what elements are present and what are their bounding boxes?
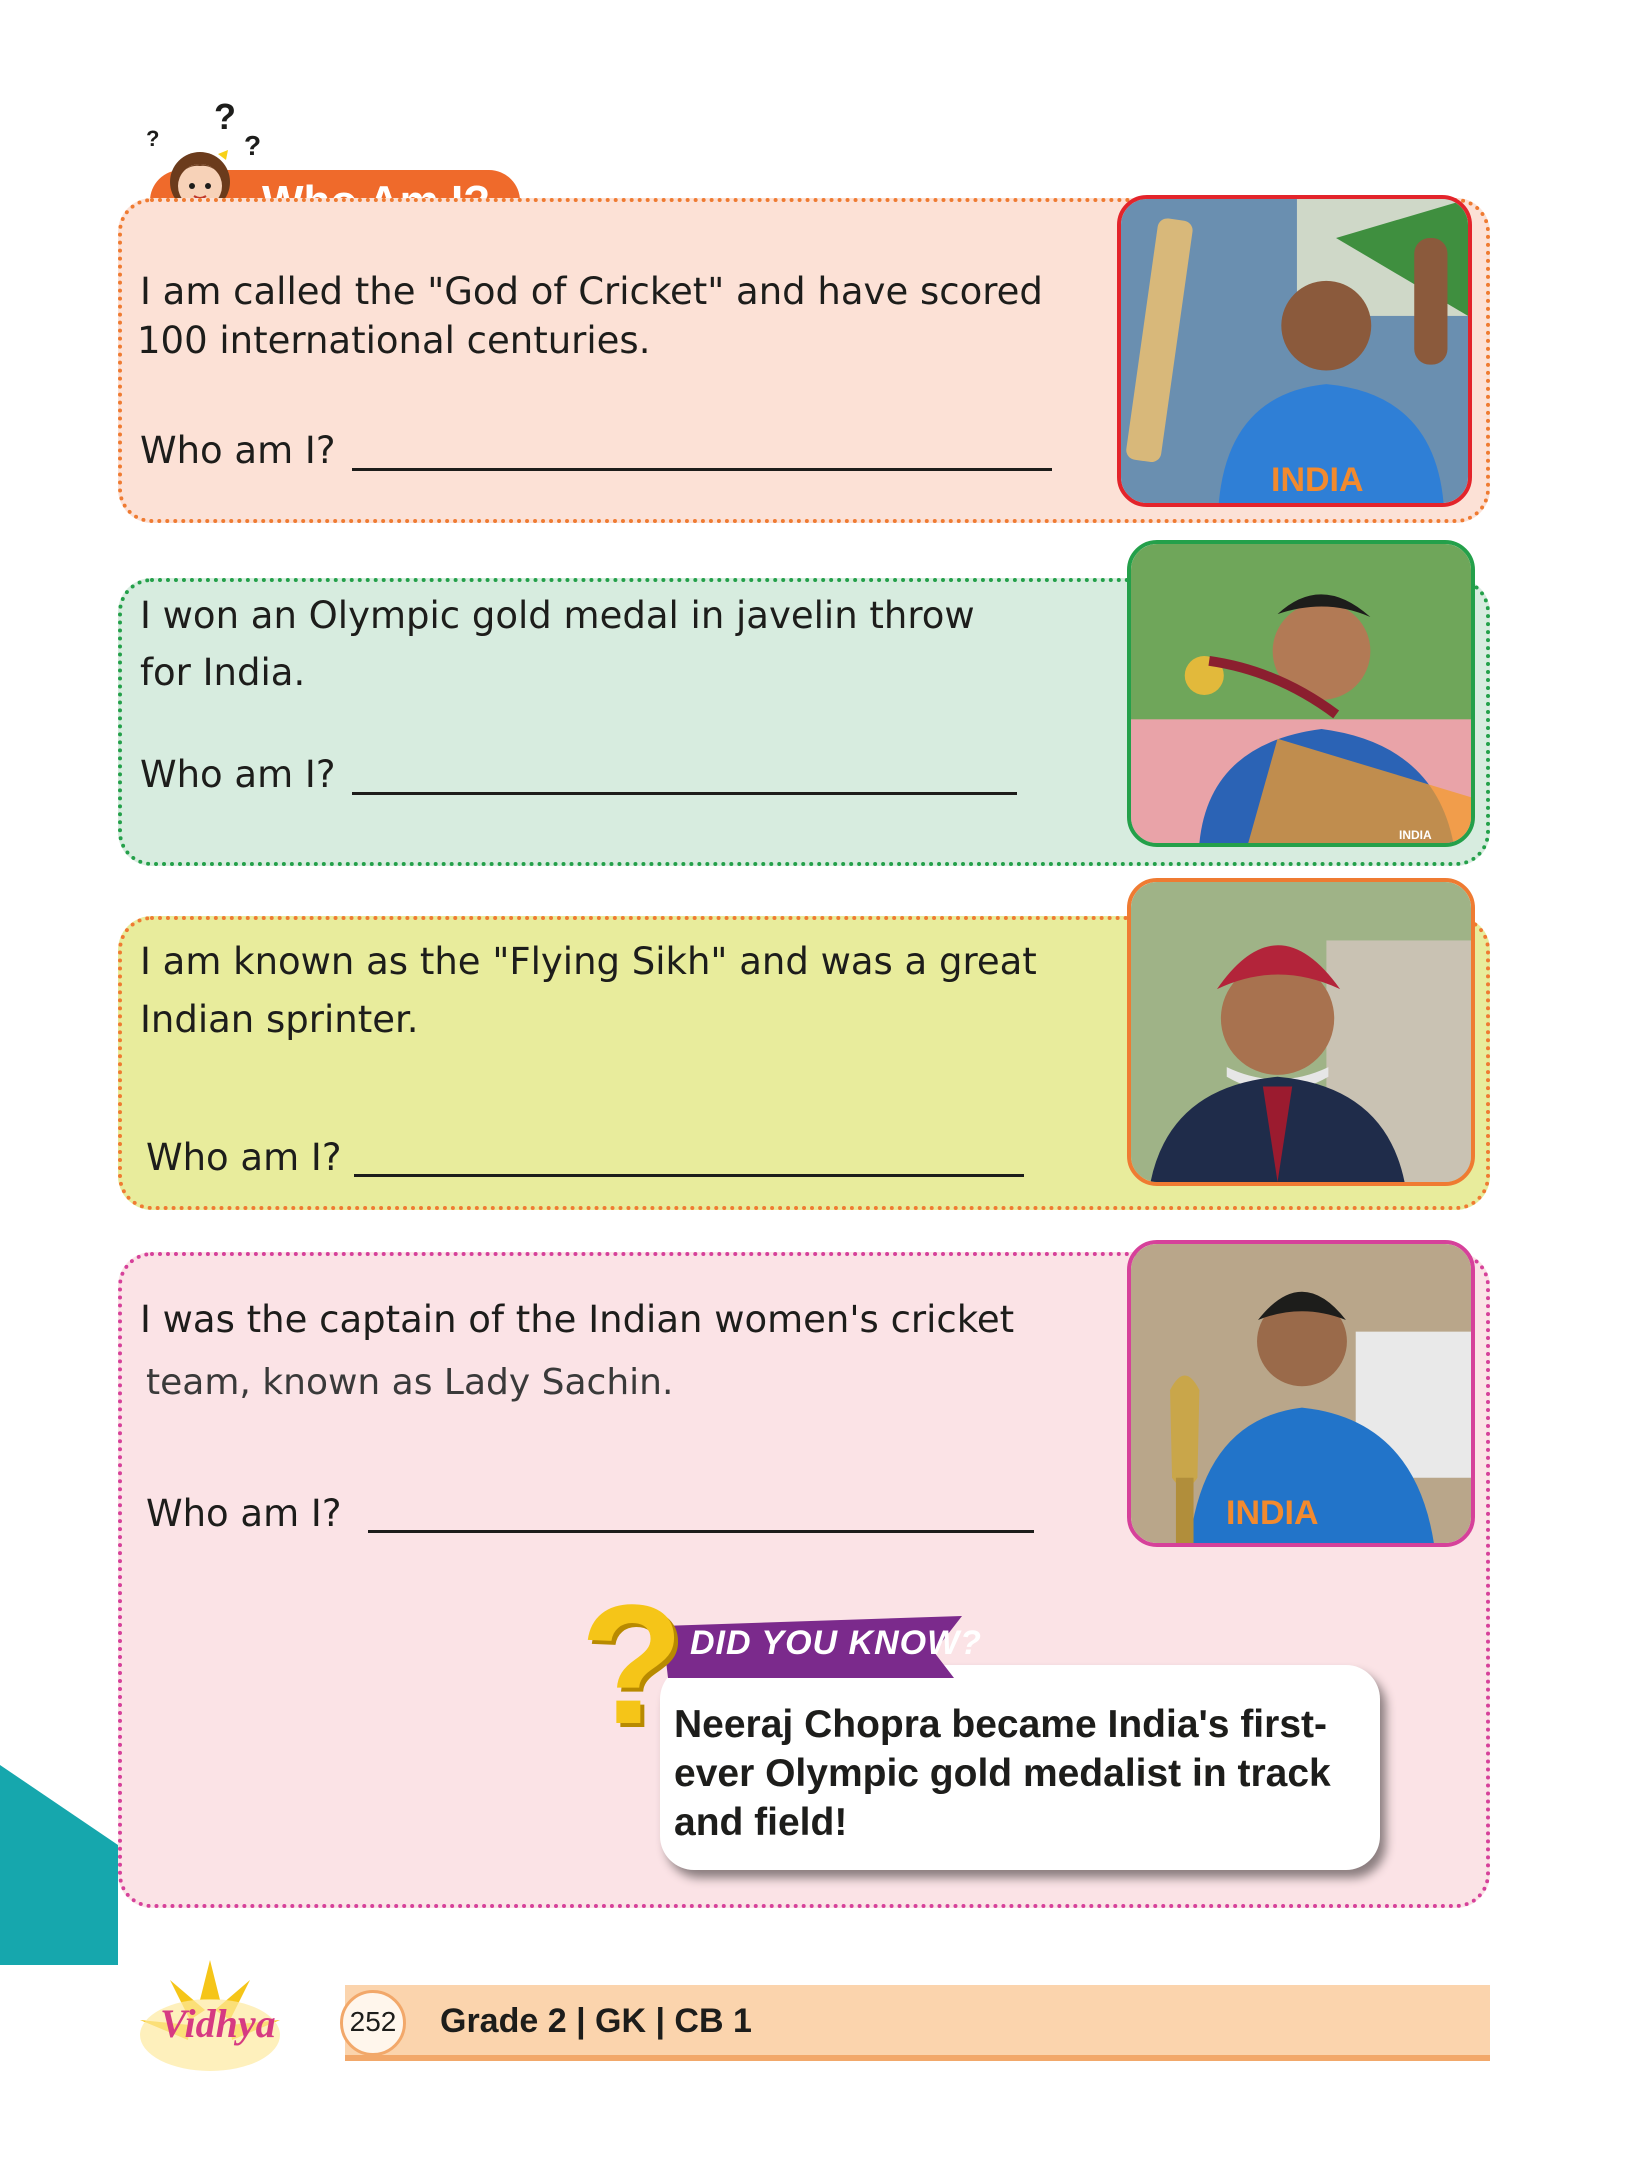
answer-line-1[interactable] bbox=[352, 468, 1052, 471]
question-3-line-2: Indian sprinter. bbox=[140, 998, 419, 1041]
question-mark-icon: ? bbox=[146, 126, 160, 151]
did-you-know-text: Neeraj Chopra became India's first-ever Olympic gold medalist in track and field! bbox=[674, 1703, 1331, 1844]
question-4-line-1: I was the captain of the Indian women's cricket bbox=[140, 1298, 1015, 1341]
question-1-prompt: Who am I? bbox=[140, 429, 336, 472]
javelin-athlete-photo bbox=[1127, 540, 1475, 847]
did-you-know-title: DID YOU KNOW? bbox=[690, 1624, 982, 1662]
question-2-prompt: Who am I? bbox=[140, 753, 336, 796]
question-3-prompt: Who am I? bbox=[146, 1136, 342, 1179]
answer-line-4[interactable] bbox=[368, 1530, 1034, 1533]
question-1-line-1: I am called the "God of Cricket" and have scored bbox=[140, 270, 1043, 313]
question-mark-icon: ? bbox=[580, 1570, 684, 1760]
jersey-caption: INDIA bbox=[1271, 461, 1364, 499]
brand-logo: Vidhya bbox=[160, 2001, 276, 2046]
jersey-caption: INDIA bbox=[1399, 828, 1432, 842]
question-mark-icon: ? bbox=[244, 130, 262, 161]
question-2-line-1: I won an Olympic gold medal in javelin throw bbox=[140, 594, 975, 637]
side-tab-decoration bbox=[0, 1765, 118, 1965]
answer-line-2[interactable] bbox=[352, 792, 1017, 795]
cricketer-photo bbox=[1117, 195, 1472, 507]
women-cricketer-photo bbox=[1127, 1240, 1475, 1547]
question-4-prompt: Who am I? bbox=[146, 1492, 342, 1535]
question-1-line-2: 100 international centuries. bbox=[137, 319, 651, 362]
question-mark-icon: ? bbox=[214, 96, 236, 137]
question-2-line-2: for India. bbox=[140, 651, 306, 694]
page-number: 252 bbox=[349, 2006, 397, 2037]
footer-text: Grade 2 | GK | CB 1 bbox=[440, 2002, 752, 2040]
answer-line-3[interactable] bbox=[354, 1174, 1024, 1177]
question-3-line-1: I am known as the "Flying Sikh" and was a great bbox=[140, 940, 1037, 983]
jersey-caption: INDIA bbox=[1226, 1494, 1319, 1532]
question-4-line-2: team, known as Lady Sachin. bbox=[146, 1362, 674, 1403]
sprinter-photo bbox=[1127, 878, 1475, 1186]
